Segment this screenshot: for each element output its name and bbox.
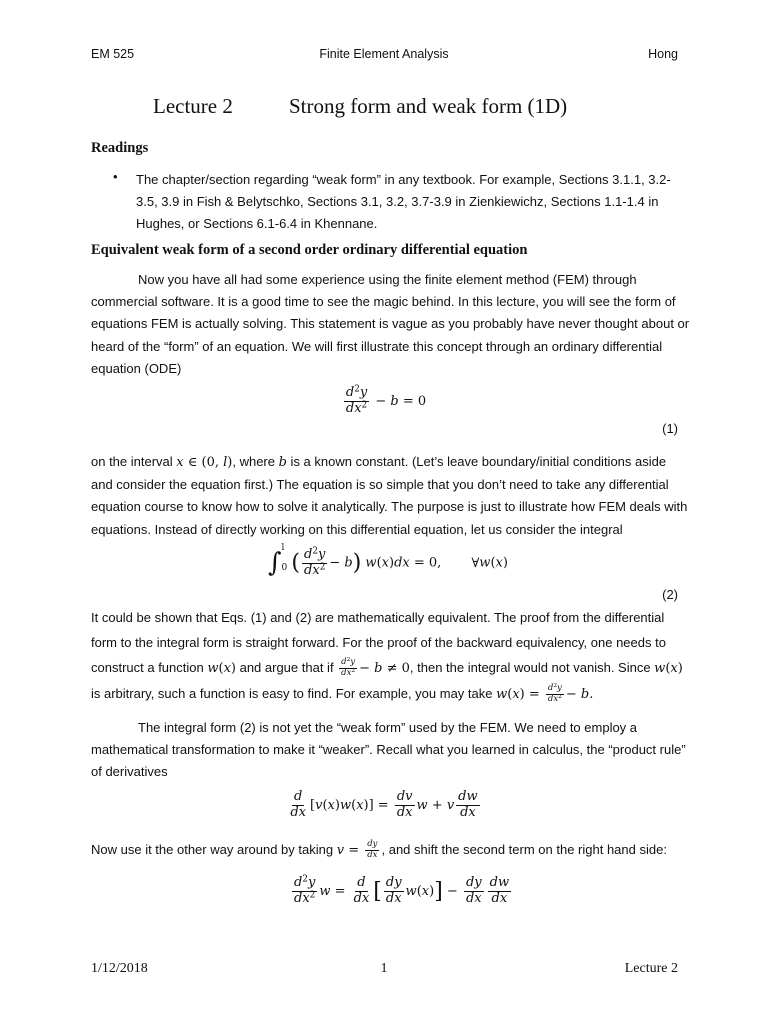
paragraph-substitution [91, 839, 691, 862]
equation-integration-by-parts: $\frac{d^2y}{dx^2}$ w = $\frac{d}{dx}$ [ $\frac{dy}{dx}$ w(x)] − $\frac{dy}{dx}$ $\frac{dw}{dx}$ [294, 874, 510, 906]
section-heading: Equivalent weak form of a second order ordinary differential equation [91, 242, 528, 258]
bullet-icon: • [113, 169, 118, 184]
p5-text-b: , and shift the second term on the right hand side: [381, 842, 667, 857]
equation-2-number: (2) [662, 587, 678, 602]
title-topic: Strong form and weak form (1D) [289, 94, 568, 118]
p3-text-b: and argue that if [235, 660, 338, 675]
paragraph-product-rule: The integral form (2) is not yet the “weak form” used by the FEM. We need to employ a mathematical transformation to make it “weaker”. Recall what you learned in calculus, the “product rule” of derivatives [91, 720, 686, 780]
equation-product-rule: $\frac{d}{dx}$ [v(x)w(x)] = $\frac{dv}{dx}$ w + v $\frac{dw}{dx}$ [290, 789, 478, 820]
readings-item: The chapter/section regarding “weak form” in any textbook. For example, Sections 3.1.1, 3.2-3.5, 3.9 in Fish & Belytschko, Sections 3.1, 3.2, 3.7-3.9 in Zienkiewichz, Sections 1.1-1.4 in Hughes, or Sections 6.1-6.4 in Khennane. [136, 172, 671, 232]
footer-date: 1/12/2018 [91, 961, 148, 976]
w-math: w(x) [207, 661, 236, 676]
v-math: v = $\frac{dy}{dx}$ [336, 839, 378, 860]
footer-page-number: 1 [380, 961, 388, 976]
header-course: EM 525 [91, 47, 135, 61]
p2-text-a: on the interval [91, 454, 177, 469]
p3-text-d: is arbitrary, such a function is easy to find. For example, you may take [91, 686, 497, 701]
p2-text-c: is a known constant. (Let’s leave boundary/initial conditions aside and consider the equation first.) The equation is so simple that you don’t need to take any differential equation course to know how to solve it analytically. The purpose is just to illustrate how FEM deals with equations. Instead of directly working on this differential equation, let us consider the integral [91, 454, 688, 537]
footer-label: Lecture 2 [624, 961, 678, 976]
paragraph-interval [91, 451, 691, 541]
interval-math: x ∈ (0, l) [176, 455, 233, 470]
readings-heading: Readings [91, 140, 149, 156]
p3-text-a: It could be shown that Eqs. (1) and (2) are mathematically equivalent. The proof from the differential form to the integral form is straight forward. For the proof of the backward equivalency, one needs to construct a function [91, 610, 666, 675]
b-math: b [278, 455, 287, 470]
p5-text-a: Now use it the other way around by taking [91, 842, 337, 857]
condition-math: $\frac{d^2y}{dx^2}$ − b ≠ 0 [341, 657, 410, 678]
header-author: Hong [648, 47, 678, 61]
equation-1-number: (1) [662, 421, 678, 436]
equation-1: $\frac{d^2y}{dx^2}$ − b = 0 [345, 384, 427, 416]
header-subject: Finite Element Analysis [319, 47, 449, 61]
example-math: w(x) = $\frac{d^2y}{dx^2}$ − b. [496, 683, 594, 704]
title-lecture: Lecture 2 [153, 94, 233, 118]
paragraph-intro: Now you have all had some experience using the finite element method (FEM) through commercial software. It is a good time to see the magic behind. In this lecture, you will see the form of equations FEM is actually solving. This statement is vague as you probably have never thought about or heard of the “form” of an equation. We will first illustrate this concept through an ordinary differential equation (ODE) [91, 272, 690, 376]
equation-2: ∫ l 0 ( $\frac{d^2y}{dx^2}$ − b) w(x)dx = 0, ∀w(x) [268, 543, 508, 578]
w-math-2: w(x) [654, 661, 683, 676]
p2-text-b: , where [232, 454, 279, 469]
p3-text-c: , then the integral would not vanish. Since [409, 660, 655, 675]
paragraph-equivalence [91, 605, 691, 707]
